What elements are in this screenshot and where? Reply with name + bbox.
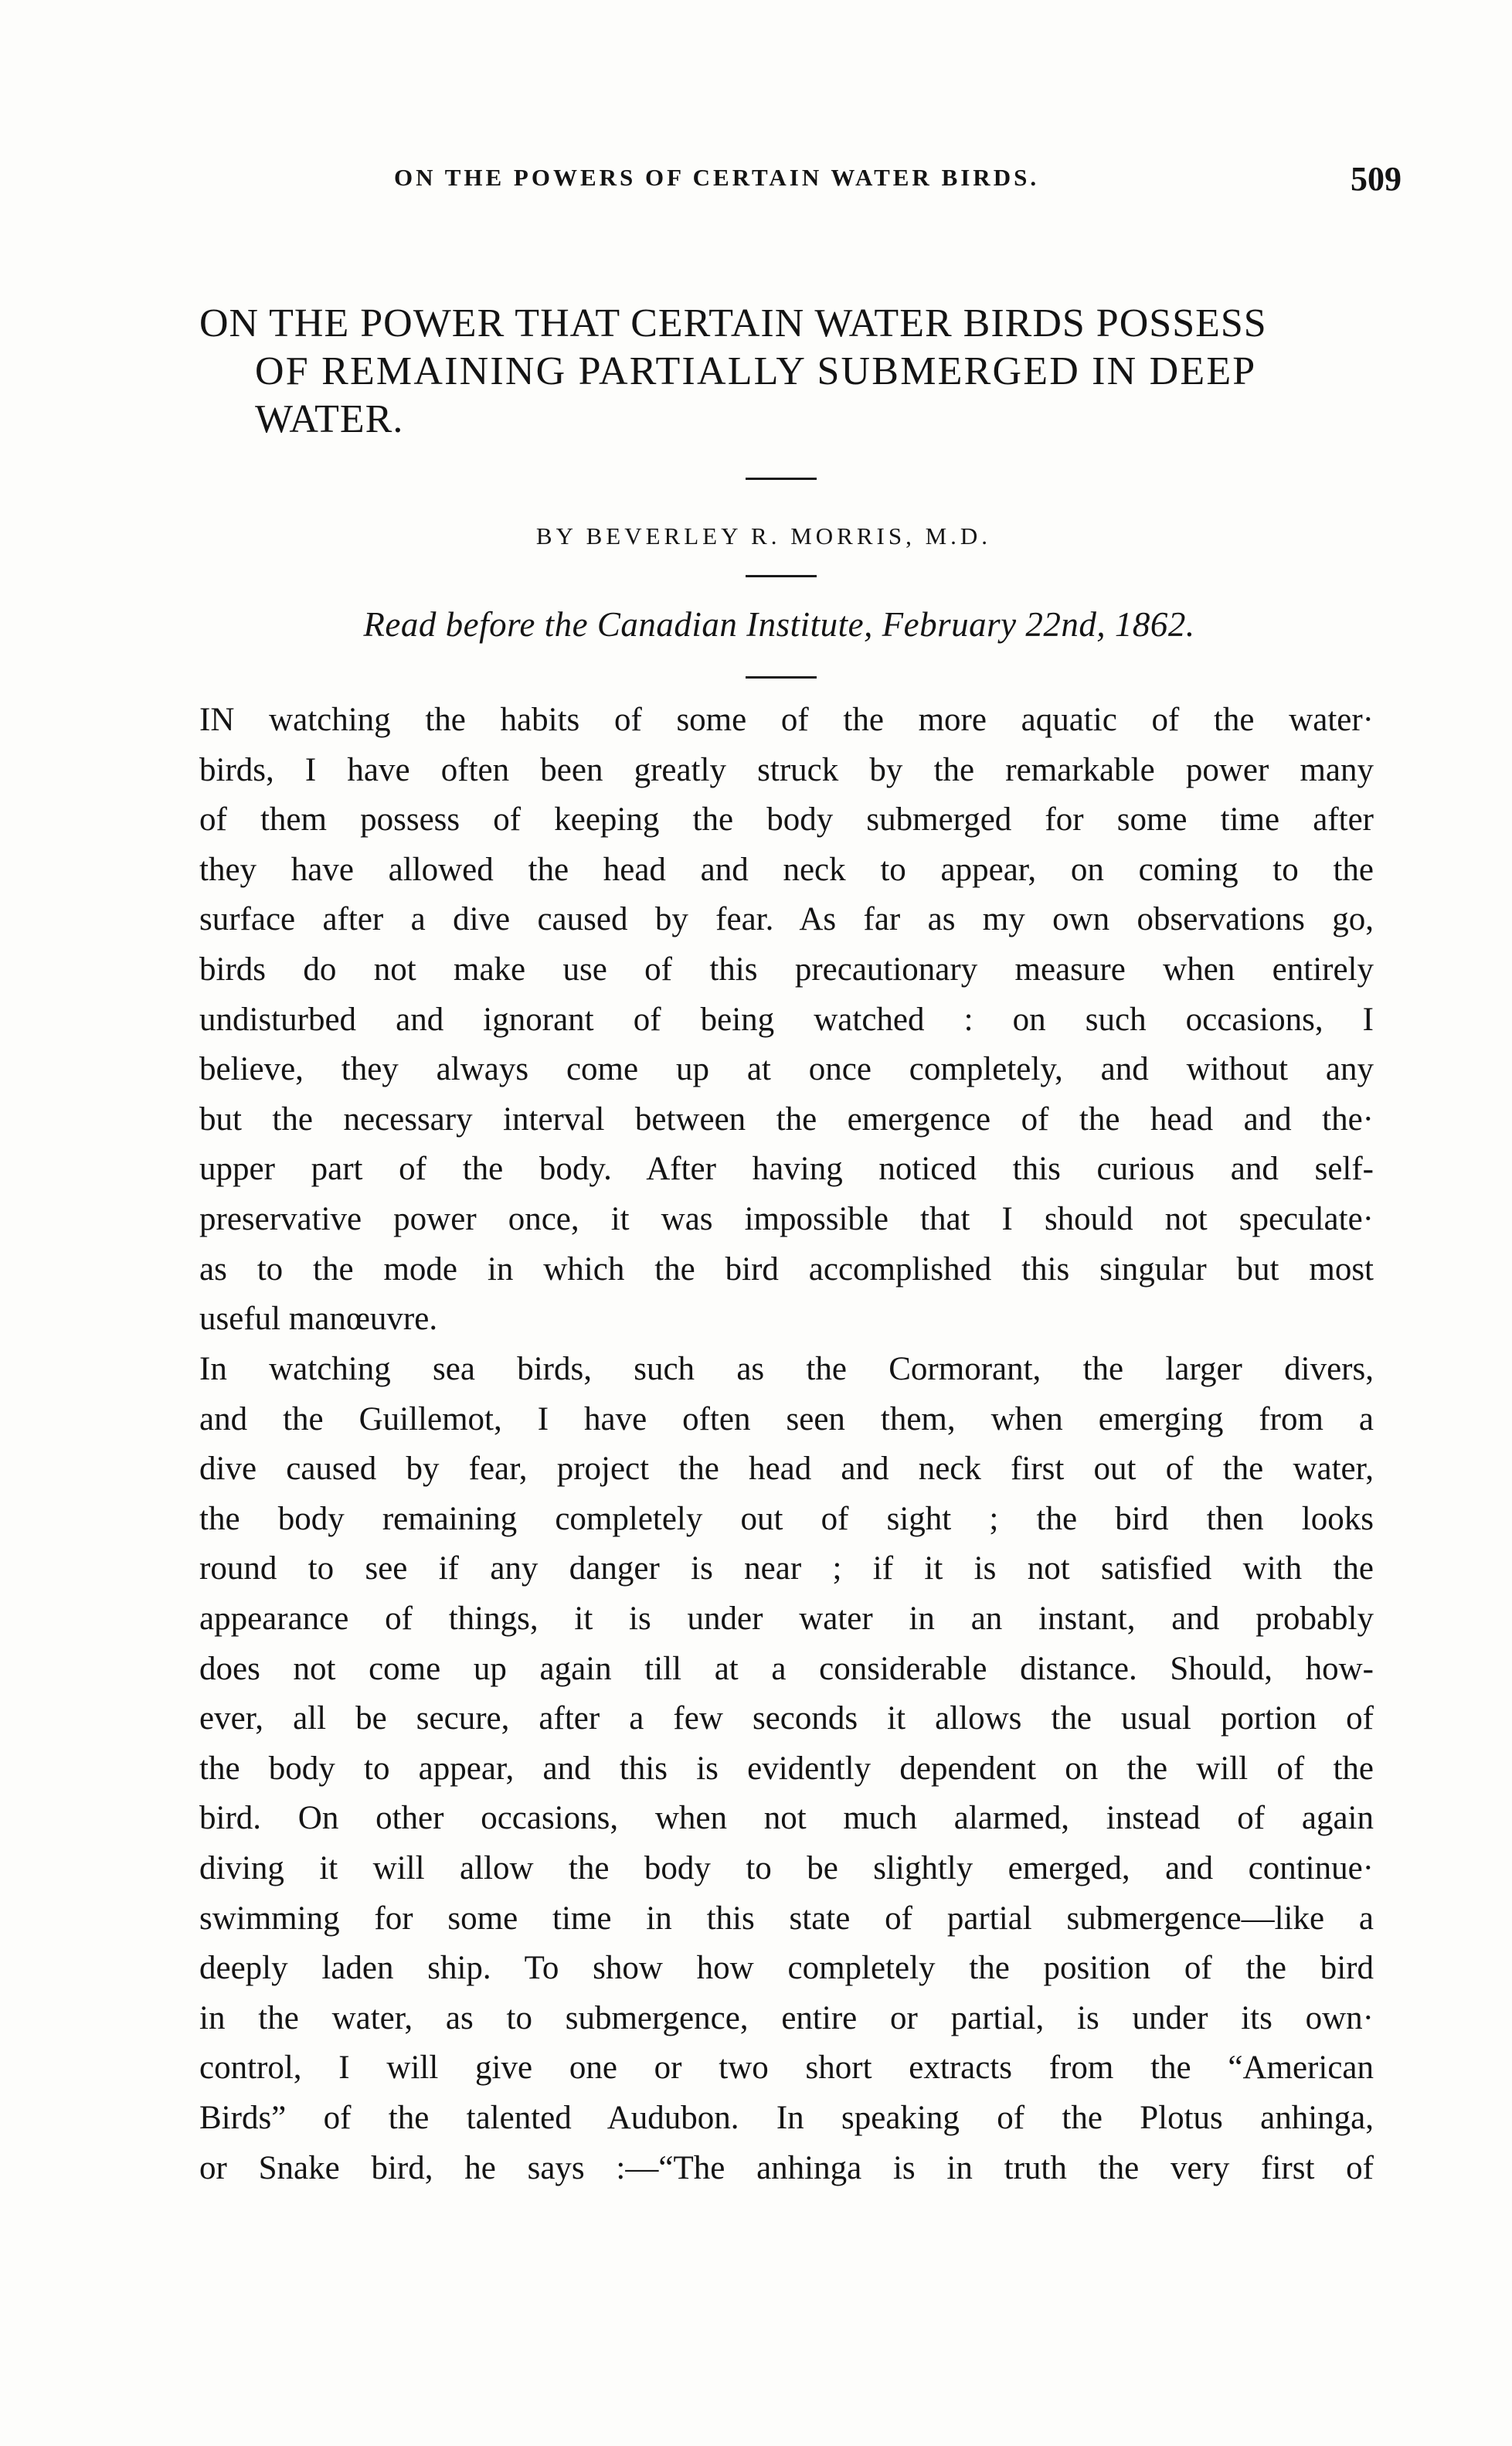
byline-divider bbox=[746, 575, 817, 577]
text-line: diving it will allow the body to be slightly emerged, and continue· bbox=[199, 1849, 1374, 1886]
text-line: dive caused by fear, project the head and neck first out of the water, bbox=[199, 1451, 1374, 1488]
paragraph-2 bbox=[199, 1345, 1374, 2193]
text-line: but the necessary interval between the emergence of the head and the· bbox=[199, 1101, 1374, 1138]
text-line: the body remaining completely out of sight ; the bird then looks bbox=[199, 1500, 1374, 1537]
text-line: birds do not make use of this precautionary measure when entirely bbox=[199, 951, 1374, 988]
article-title-line: OF REMAINING PARTIALLY SUBMERGED IN DEEP bbox=[255, 349, 1257, 393]
text-line: ever, all be secure, after a few seconds it allows the usual portion of bbox=[199, 1700, 1374, 1737]
read-note: Read before the Canadian Institute, February 22nd, 1862. bbox=[363, 605, 1195, 644]
text-line: believe, they always come up at once completely, and without any bbox=[199, 1051, 1374, 1088]
text-line: surface after a dive caused by fear. As far as my own observations go, bbox=[199, 901, 1374, 938]
read-note-divider bbox=[746, 676, 817, 679]
running-title: ON THE POWERS OF CERTAIN WATER BIRDS. bbox=[394, 164, 1040, 191]
article-title-line: WATER. bbox=[255, 397, 404, 441]
text-line: and the Guillemot, I have often seen them, when emerging from a bbox=[199, 1400, 1374, 1437]
text-line: preservative power once, it was impossible that I should not speculate· bbox=[199, 1200, 1374, 1237]
page-number: 509 bbox=[1351, 160, 1402, 198]
text-line: deeply laden ship. To show how completely the position of the bird bbox=[199, 1950, 1374, 1987]
article-title bbox=[199, 300, 1405, 444]
text-line: does not come up again till at a considerable distance. Should, how- bbox=[199, 1650, 1374, 1687]
text-line: bird. On other occasions, when not much alarmed, instead of again bbox=[199, 1800, 1374, 1837]
text-line: birds, I have often been greatly struck by the remarkable power many bbox=[199, 751, 1374, 788]
text-line: IN watching the habits of some of the more aquatic of the water· bbox=[199, 702, 1374, 738]
text-line: upper part of the body. After having noticed this curious and self- bbox=[199, 1151, 1374, 1188]
text-line: of them possess of keeping the body submerged for some time after bbox=[199, 801, 1374, 839]
text-line: useful manœuvre. bbox=[199, 1301, 438, 1338]
title-divider bbox=[746, 478, 817, 480]
text-line: Birds” of the talented Audubon. In speaking of the Plotus anhinga, bbox=[199, 2099, 1374, 2136]
text-line: they have allowed the head and neck to appear, on coming to the bbox=[199, 851, 1374, 888]
text-line: swimming for some time in this state of partial submergence—like a bbox=[199, 1900, 1374, 1937]
byline: BY BEVERLEY R. MORRIS, M.D. bbox=[535, 522, 992, 549]
text-line: or Snake bird, he says :—“The anhinga is in truth the very first of bbox=[199, 2149, 1374, 2186]
article-title-line: ON THE POWER THAT CERTAIN WATER BIRDS POSSESS bbox=[199, 301, 1267, 345]
text-line: undisturbed and ignorant of being watched : on such occasions, I bbox=[199, 1001, 1374, 1038]
text-line: appearance of things, it is under water in an instant, and probably bbox=[199, 1600, 1374, 1637]
paragraph-1 bbox=[199, 696, 1374, 1345]
running-head bbox=[196, 160, 1402, 202]
text-line: as to the mode in which the bird accomplished this singular but most bbox=[199, 1250, 1374, 1288]
text-line: the body to appear, and this is evidently dependent on the will of the bbox=[199, 1750, 1374, 1787]
text-line: control, I will give one or two short extracts from the “American bbox=[199, 2050, 1374, 2087]
text-line: In watching sea birds, such as the Cormorant, the larger divers, bbox=[199, 1351, 1374, 1387]
text-line: in the water, as to submergence, entire or partial, is under its own· bbox=[199, 1999, 1374, 2036]
text-line: round to see if any danger is near ; if it is not satisfied with the bbox=[199, 1550, 1374, 1587]
